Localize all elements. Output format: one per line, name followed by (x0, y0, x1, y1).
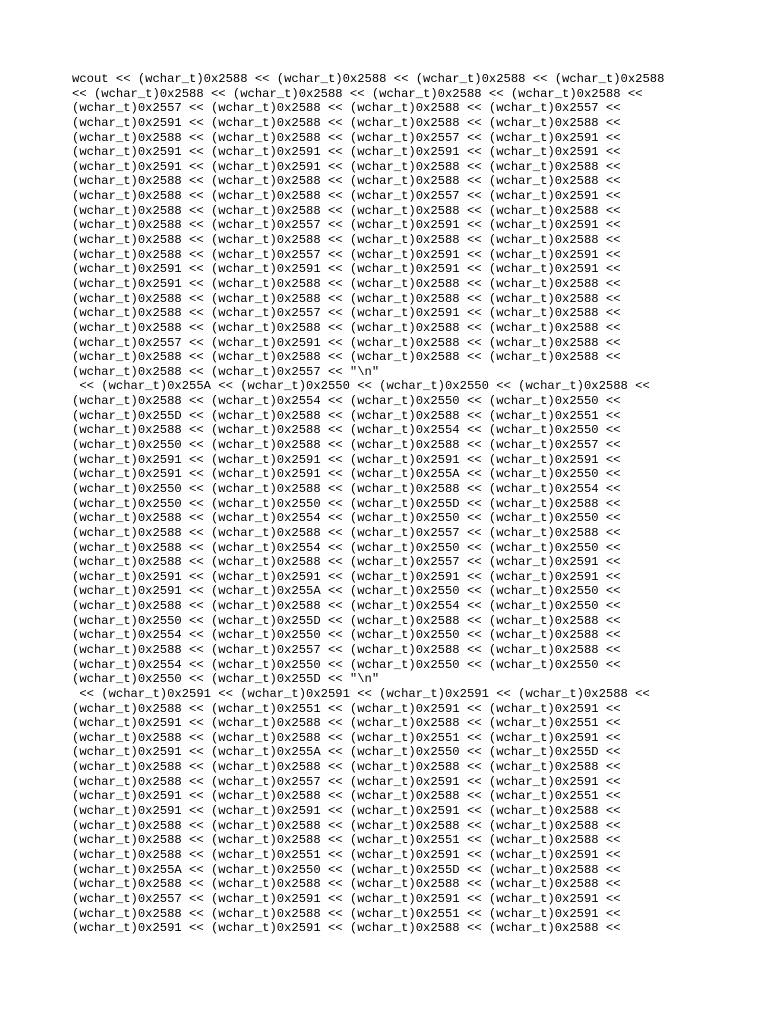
code-line: (wchar_t)0x2588 << (wchar_t)0x2588 << (wchar_t)0x2557 << (wchar_t)0x2591 << (72, 555, 621, 570)
code-line: (wchar_t)0x2588 << (wchar_t)0x2554 << (wchar_t)0x2550 << (wchar_t)0x2550 << (72, 540, 621, 555)
code-line: (wchar_t)0x2588 << (wchar_t)0x2588 << (wchar_t)0x2588 << (wchar_t)0x2588 << (72, 350, 621, 365)
code-line: (wchar_t)0x2588 << (wchar_t)0x2588 << (wchar_t)0x2557 << (wchar_t)0x2591 << (72, 189, 621, 204)
code-line: (wchar_t)0x2588 << (wchar_t)0x2588 << (wchar_t)0x2588 << (wchar_t)0x2588 << (72, 760, 621, 775)
code-block (72, 72, 712, 936)
code-line: (wchar_t)0x2588 << (wchar_t)0x2588 << (wchar_t)0x2554 << (wchar_t)0x2550 << (72, 423, 621, 438)
code-line: (wchar_t)0x2588 << (wchar_t)0x2557 << (wchar_t)0x2588 << (wchar_t)0x2588 << (72, 642, 621, 657)
code-line: wcout << (wchar_t)0x2588 << (wchar_t)0x2588 << (wchar_t)0x2588 << (wchar_t)0x2588 (72, 72, 665, 86)
code-line: (wchar_t)0x2588 << (wchar_t)0x2588 << (wchar_t)0x2554 << (wchar_t)0x2550 << (72, 599, 621, 614)
code-line: (wchar_t)0x2588 << (wchar_t)0x2588 << (wchar_t)0x2557 << (wchar_t)0x2588 << (72, 525, 621, 540)
code-line: (wchar_t)0x2588 << (wchar_t)0x2588 << (wchar_t)0x2551 << (wchar_t)0x2588 << (72, 833, 621, 848)
code-line: (wchar_t)0x2588 << (wchar_t)0x2588 << (wchar_t)0x2588 << (wchar_t)0x2588 << (72, 291, 621, 306)
code-line: (wchar_t)0x2591 << (wchar_t)0x2591 << (wchar_t)0x2591 << (wchar_t)0x2588 << (72, 804, 621, 819)
code-line: (wchar_t)0x2588 << (wchar_t)0x2588 << (wchar_t)0x2588 << (wchar_t)0x2588 << (72, 174, 621, 189)
code-line: (wchar_t)0x2591 << (wchar_t)0x2588 << (wchar_t)0x2588 << (wchar_t)0x2551 << (72, 789, 621, 804)
code-line: (wchar_t)0x2591 << (wchar_t)0x2591 << (wchar_t)0x2588 << (wchar_t)0x2588 << (72, 921, 621, 936)
code-line: (wchar_t)0x2588 << (wchar_t)0x2588 << (wchar_t)0x2588 << (wchar_t)0x2588 << (72, 818, 621, 833)
code-line: (wchar_t)0x2588 << (wchar_t)0x2551 << (wchar_t)0x2591 << (wchar_t)0x2591 << (72, 701, 621, 716)
code-line: (wchar_t)0x2588 << (wchar_t)0x2557 << "\n" (72, 364, 380, 379)
code-line: (wchar_t)0x2588 << (wchar_t)0x2588 << (wchar_t)0x2588 << (wchar_t)0x2588 << (72, 320, 621, 335)
code-line: (wchar_t)0x2591 << (wchar_t)0x2591 << (wchar_t)0x2591 << (wchar_t)0x2591 << (72, 569, 621, 584)
code-line: (wchar_t)0x2557 << (wchar_t)0x2591 << (wchar_t)0x2588 << (wchar_t)0x2588 << (72, 335, 621, 350)
code-line: (wchar_t)0x2588 << (wchar_t)0x2588 << (wchar_t)0x2588 << (wchar_t)0x2588 << (72, 233, 621, 248)
code-line: (wchar_t)0x2588 << (wchar_t)0x2557 << (wchar_t)0x2591 << (wchar_t)0x2588 << (72, 306, 621, 321)
code-line: (wchar_t)0x2591 << (wchar_t)0x2591 << (wchar_t)0x2591 << (wchar_t)0x2591 << (72, 452, 621, 467)
code-line: (wchar_t)0x2591 << (wchar_t)0x2591 << (wchar_t)0x2591 << (wchar_t)0x2591 << (72, 262, 621, 277)
code-line: << (wchar_t)0x2588 << (wchar_t)0x2588 << (wchar_t)0x2588 << (wchar_t)0x2588 << (72, 86, 643, 101)
code-line: (wchar_t)0x2591 << (wchar_t)0x2591 << (wchar_t)0x255A << (wchar_t)0x2550 << (72, 467, 621, 482)
code-line: (wchar_t)0x2591 << (wchar_t)0x2588 << (wchar_t)0x2588 << (wchar_t)0x2588 << (72, 115, 621, 130)
code-line: (wchar_t)0x2554 << (wchar_t)0x2550 << (wchar_t)0x2550 << (wchar_t)0x2550 << (72, 657, 621, 672)
code-line: (wchar_t)0x2550 << (wchar_t)0x2588 << (wchar_t)0x2588 << (wchar_t)0x2557 << (72, 438, 621, 453)
code-line: (wchar_t)0x2588 << (wchar_t)0x2551 << (wchar_t)0x2591 << (wchar_t)0x2591 << (72, 847, 621, 862)
code-line: (wchar_t)0x2588 << (wchar_t)0x2588 << (wchar_t)0x2551 << (wchar_t)0x2591 << (72, 730, 621, 745)
code-line: (wchar_t)0x2550 << (wchar_t)0x2588 << (wchar_t)0x2588 << (wchar_t)0x2554 << (72, 481, 621, 496)
code-line: (wchar_t)0x2588 << (wchar_t)0x2557 << (wchar_t)0x2591 << (wchar_t)0x2591 << (72, 218, 621, 233)
code-line: << (wchar_t)0x2591 << (wchar_t)0x2591 << (wchar_t)0x2591 << (wchar_t)0x2588 << (72, 686, 650, 701)
code-line: (wchar_t)0x255D << (wchar_t)0x2588 << (wchar_t)0x2588 << (wchar_t)0x2551 << (72, 408, 621, 423)
code-line: << (wchar_t)0x255A << (wchar_t)0x2550 << (wchar_t)0x2550 << (wchar_t)0x2588 << (72, 379, 650, 394)
code-line: (wchar_t)0x2550 << (wchar_t)0x255D << "\n" (72, 672, 380, 687)
code-line: (wchar_t)0x2588 << (wchar_t)0x2588 << (wchar_t)0x2588 << (wchar_t)0x2588 << (72, 877, 621, 892)
code-line: (wchar_t)0x2588 << (wchar_t)0x2557 << (wchar_t)0x2591 << (wchar_t)0x2591 << (72, 774, 621, 789)
code-line: (wchar_t)0x2591 << (wchar_t)0x2591 << (wchar_t)0x2588 << (wchar_t)0x2588 << (72, 159, 621, 174)
code-line: (wchar_t)0x2588 << (wchar_t)0x2554 << (wchar_t)0x2550 << (wchar_t)0x2550 << (72, 511, 621, 526)
code-line: (wchar_t)0x2588 << (wchar_t)0x2557 << (wchar_t)0x2591 << (wchar_t)0x2591 << (72, 247, 621, 262)
code-line: (wchar_t)0x2591 << (wchar_t)0x2591 << (wchar_t)0x2591 << (wchar_t)0x2591 << (72, 145, 621, 160)
code-line: (wchar_t)0x2557 << (wchar_t)0x2588 << (wchar_t)0x2588 << (wchar_t)0x2557 << (72, 101, 621, 116)
code-line: (wchar_t)0x2550 << (wchar_t)0x255D << (wchar_t)0x2588 << (wchar_t)0x2588 << (72, 613, 621, 628)
code-line: (wchar_t)0x2591 << (wchar_t)0x255A << (wchar_t)0x2550 << (wchar_t)0x255D << (72, 745, 621, 760)
code-line: (wchar_t)0x255A << (wchar_t)0x2550 << (wchar_t)0x255D << (wchar_t)0x2588 << (72, 862, 621, 877)
code-line: (wchar_t)0x2550 << (wchar_t)0x2550 << (wchar_t)0x255D << (wchar_t)0x2588 << (72, 496, 621, 511)
code-line: (wchar_t)0x2557 << (wchar_t)0x2591 << (wchar_t)0x2591 << (wchar_t)0x2591 << (72, 891, 621, 906)
code-line: (wchar_t)0x2588 << (wchar_t)0x2554 << (wchar_t)0x2550 << (wchar_t)0x2550 << (72, 394, 621, 409)
code-line: (wchar_t)0x2554 << (wchar_t)0x2550 << (wchar_t)0x2550 << (wchar_t)0x2588 << (72, 628, 621, 643)
code-line: (wchar_t)0x2588 << (wchar_t)0x2588 << (wchar_t)0x2588 << (wchar_t)0x2588 << (72, 203, 621, 218)
code-line: (wchar_t)0x2588 << (wchar_t)0x2588 << (wchar_t)0x2557 << (wchar_t)0x2591 << (72, 130, 621, 145)
code-line: (wchar_t)0x2591 << (wchar_t)0x2588 << (wchar_t)0x2588 << (wchar_t)0x2551 << (72, 716, 621, 731)
code-line: (wchar_t)0x2591 << (wchar_t)0x255A << (wchar_t)0x2550 << (wchar_t)0x2550 << (72, 584, 621, 599)
document-page (72, 72, 712, 936)
code-line: (wchar_t)0x2588 << (wchar_t)0x2588 << (wchar_t)0x2551 << (wchar_t)0x2591 << (72, 906, 621, 921)
code-line: (wchar_t)0x2591 << (wchar_t)0x2588 << (wchar_t)0x2588 << (wchar_t)0x2588 << (72, 276, 621, 291)
